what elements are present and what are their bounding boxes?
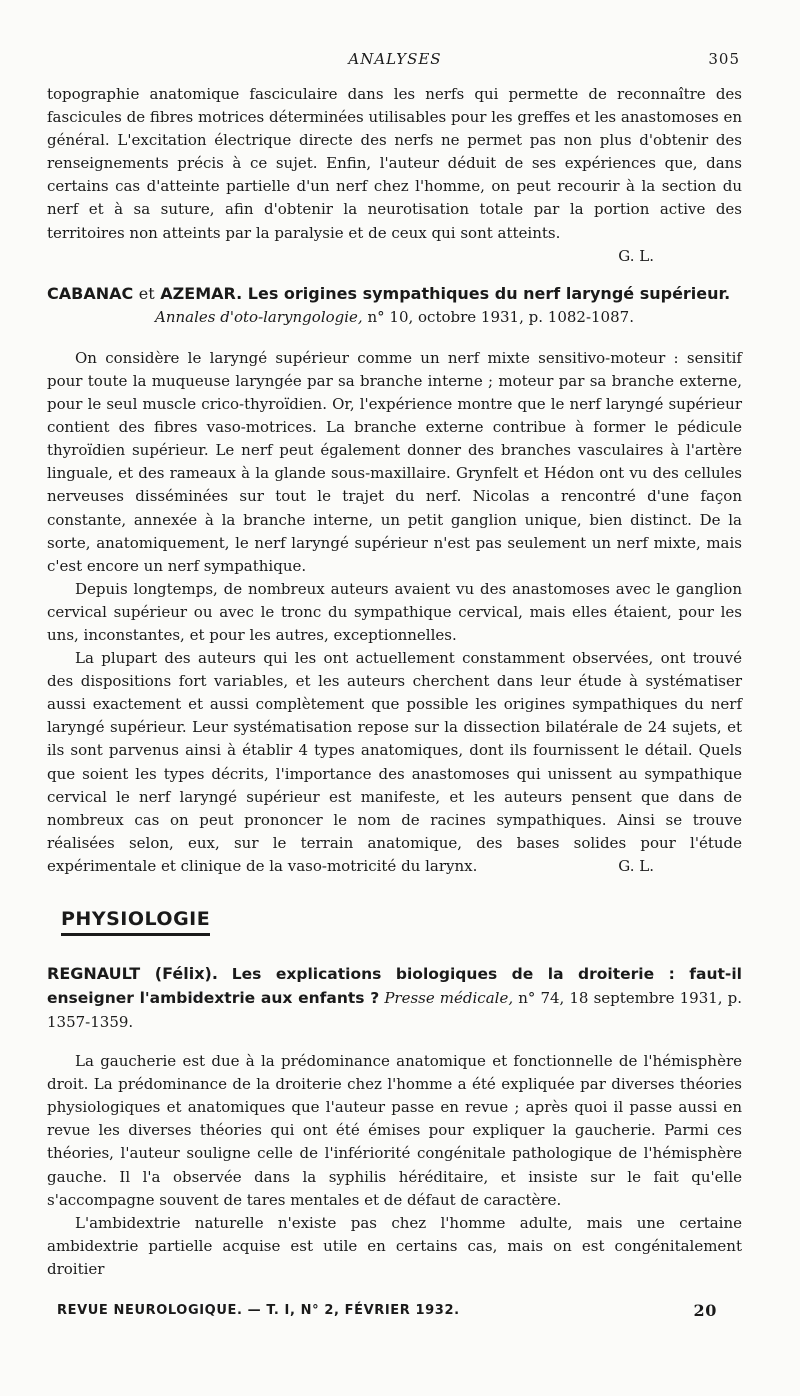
running-title: ANALYSES	[348, 50, 442, 68]
page-number: 305	[708, 50, 740, 68]
entry-citation	[47, 306, 742, 329]
body-paragraph: La gaucherie est due à la prédominance anatomique et fonctionnelle de l'hémisphère droit. La prédominance de la droiterie chez l'homme a été expliquée par diverses théories physiologiques et anatomiques que l'auteur passe en revue ; après quoi il passe aussi en revue les diverses théories qui ont été émises pour expliquer la gaucherie. Parmi ces théories, l'auteur souligne celle de l'infériorité congénitale pathologique de l'hémisphère gauche. Il l'a observée dans la syphilis héréditaire, et insiste sur le fait qu'elle s'accompagne souvent de tares mentales et de défaut de caractère.	[47, 1052, 742, 1209]
page-footer	[57, 1303, 717, 1325]
page-content	[47, 83, 742, 1281]
journal-name: Presse médicale,	[384, 989, 514, 1008]
section-heading: PHYSIOLOGIE	[61, 908, 210, 936]
citation-details: n° 10, octobre 1931, p. 1082-1087.	[367, 307, 634, 326]
footer-journal-line: REVUE NEUROLOGIQUE. — T. I, N° 2, FÉVRIER 1932.	[57, 1303, 460, 1318]
entry-heading	[47, 282, 742, 306]
entry-heading	[47, 962, 742, 1034]
journal-name: Annales d'oto-laryngologie,	[155, 307, 363, 326]
entry-conjunction: et	[138, 283, 155, 303]
entry-author: CABANAC	[47, 283, 134, 303]
entry-author: REGNAULT (Félix).	[47, 964, 218, 984]
entry-author: AZEMAR.	[160, 283, 243, 303]
entry-title: Les explications biologiques de la droiterie : faut-il enseigner l'ambidextrie aux enfants ?	[47, 965, 742, 1008]
body-paragraph	[47, 647, 742, 878]
sheet-number: 20	[693, 1301, 717, 1320]
signature: G. L.	[618, 856, 654, 875]
paragraph-text: La plupart des auteurs qui les ont actuellement constamment observées, ont trouvé des dispositions fort variables, et les auteurs cherchent dans leur étude à systématiser aussi exactement et aussi complètement que possible les origines sympathiques du nerf laryngé supérieur. Leur systématisation repose sur la dissection bilatérale de 24 sujets, et ils sont parvenus ainsi à établir 4 types anatomiques, dont ils fournissent le détail. Quels que soient les types décrits, l'importance des anastomoses qui unissent au sympathique cervical le nerf laryngé supérieur est manifeste, et les auteurs pensent que dans de nombreux cas on peut prononcer le nom de racines sympathiques. Ainsi se trouve réalisées selon, eux, sur le terrain anatomique, des bases solides pour l'étude expérimentale et clinique de la vaso-motricité du larynx.	[47, 649, 742, 875]
signature: G. L.	[618, 246, 654, 265]
entry-body	[47, 1050, 742, 1281]
body-paragraph: Depuis longtemps, de nombreux auteurs avaient vu des anastomoses avec le ganglion cervical supérieur ou avec le tronc du sympathique cervical, mais elles étaient, pour les uns, inconstantes, et pour les autres, exceptionnelles.	[47, 579, 742, 644]
body-paragraph: On considère le laryngé supérieur comme un nerf mixte sensitivo-moteur : sensitif pour toute la muqueuse laryngée par sa branche interne ; moteur par sa branche externe, pour le seul muscle crico-thyroïdien. Or, l'expérience montre que le nerf laryngé supérieur contient des fibres vaso-motrices. La branche externe contribue à former le pédicule thyroïdien supérieur. Le nerf peut également donner des branches vasculaires à l'artère linguale, et des rameaux à la glande sous-maxillaire. Grynfelt et Hédon ont vu des cellules nerveuses disséminées sur tout le trajet du nerf. Nicolas a rencontré d'une façon constante, annexée à la branche interne, un petit ganglion unique, bien distinct. De la sorte, anatomiquement, le nerf laryngé supérieur n'est pas seulement un nerf mixte, mais c'est encore un nerf sympathique.	[47, 348, 742, 575]
entry-title: Les origines sympathiques du nerf laryngé supérieur.	[247, 283, 731, 303]
body-paragraph: L'ambidextrie naturelle n'existe pas chez l'homme adulte, mais une certaine ambidextrie partielle acquise est utile en certains cas, mais on est congénitalement droitier	[47, 1213, 742, 1278]
running-header	[50, 50, 740, 72]
citation-details: n° 74, 18 septembre 1931, p. 1357-1359.	[47, 989, 743, 1032]
continuation-paragraph: topographie anatomique fasciculaire dans les nerfs qui permette de reconnaître des fascicules de fibres motrices déterminées utilisables pour les greffes et les anastomoses en général. L'excitation électrique directe des nerfs ne permet pas non plus d'obtenir des renseignements précis à ce sujet. Enfin, l'auteur déduit de ses expériences que, dans certains cas d'atteinte partielle d'un nerf chez l'homme, on peut recourir à la section du nerf et à sa suture, afin d'obtenir la neurotisation totale par la portion active des territoires non atteints par la paralysie et de ceux qui sont atteints.	[47, 85, 742, 242]
section-heading-wrap	[61, 908, 742, 936]
